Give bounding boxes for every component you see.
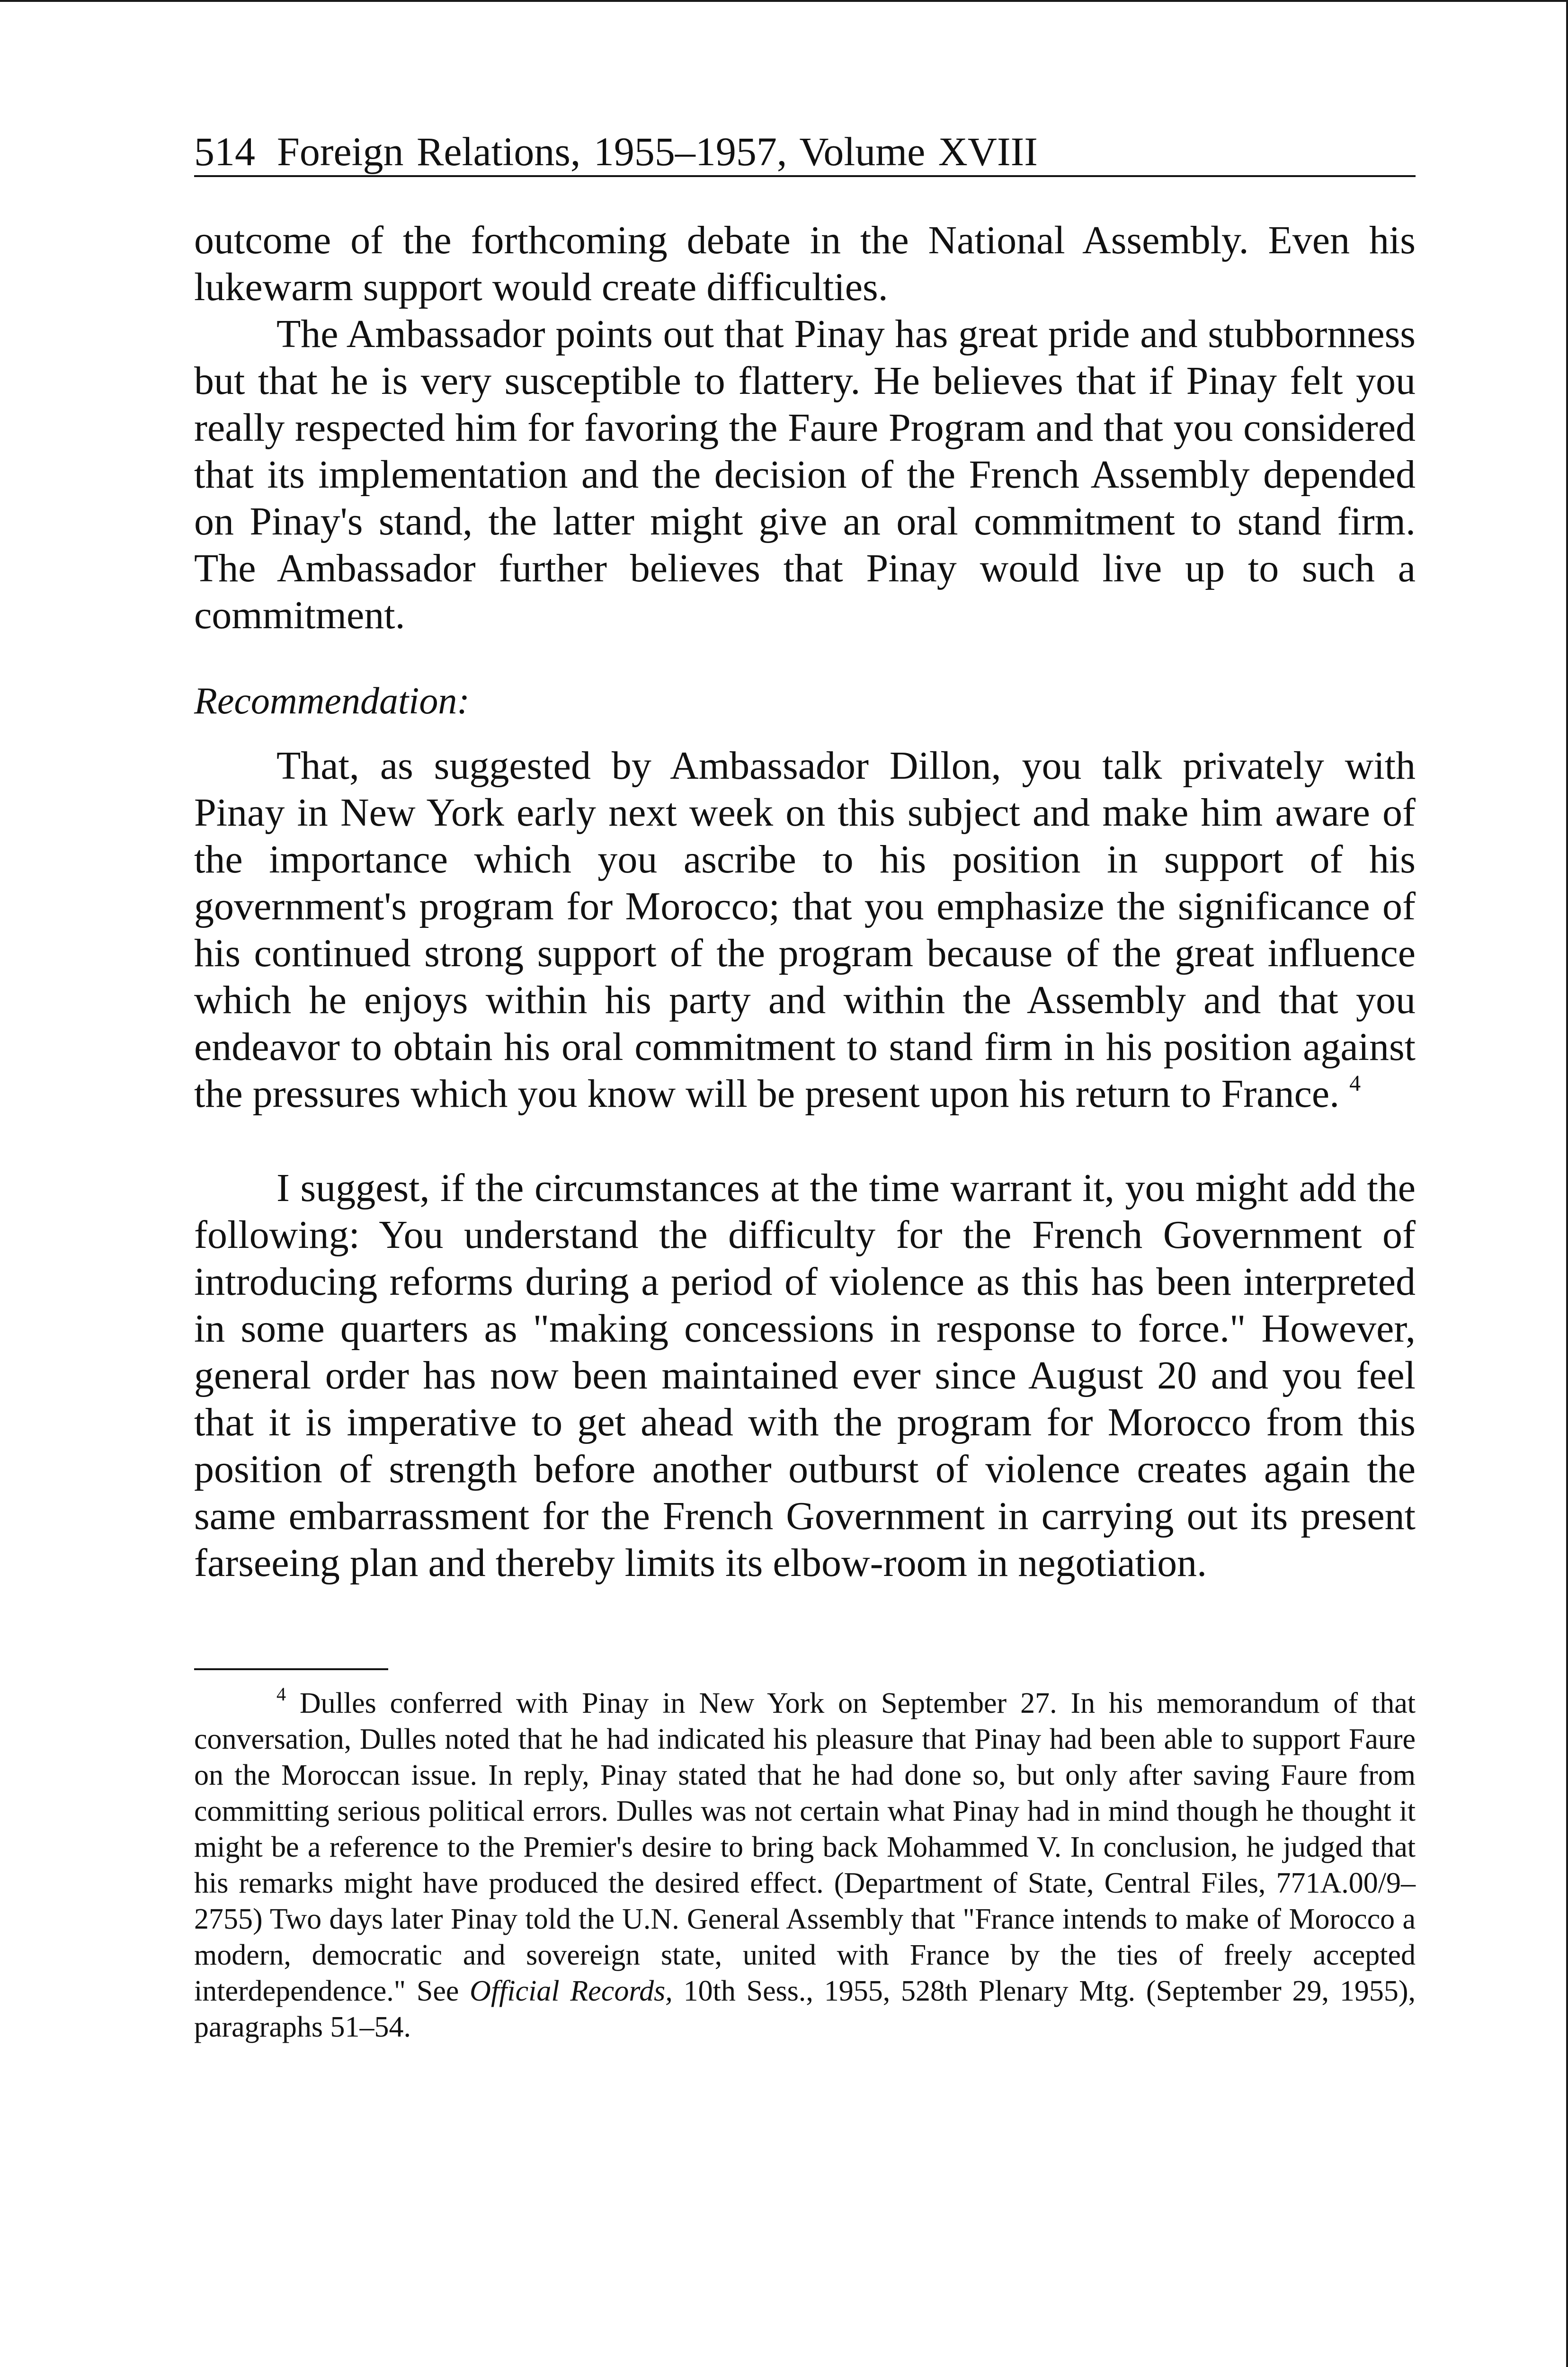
running-head	[194, 128, 1416, 177]
scan-border-right	[1566, 0, 1568, 2367]
paragraph-suggestion: I suggest, if the circumstances at the time warrant it, you might add the following: You understand the difficulty for the French Government of introducing reforms during a period of violence as this has been interpreted in some quarters as "making concessions in response to force." However, general order has now been maintained ever since August 20 and you feel that it is imperative to get ahead with the program for Morocco from this position of strength before another outburst of violence creates again the same embarrassment for the French Government in carrying out its present farseeing plan and thereby limits its elbow-room in negotiation.	[194, 1166, 1416, 1585]
paragraph-ambassador: The Ambassador points out that Pinay has great pride and stubbornness but that he is very susceptible to flattery. He believes that if Pinay felt you really respected him for favoring the Faure Program and that you considered that its implementation and the decision of the French Assembly depended on Pinay's stand, the latter might give an oral commitment to stand firm. The Ambassador further believes that Pinay would live up to such a commitment.	[194, 312, 1416, 637]
footnote-text-end: 10th Sess., 1955, 528th Plenary Mtg. (September 29, 1955), paragraphs 51–54.	[194, 1975, 1416, 2043]
footnote	[194, 1685, 1416, 2045]
volume-title: Foreign Relations, 1955–1957, Volume XVIII	[277, 129, 1038, 174]
recommendation-text: That, as suggested by Ambassador Dillon, you talk privately with Pinay in New York early next week on this subject and make him aware of the importance which you ascribe to his position in support of his government's program for Morocco; that you emphasize the significance of his continued strong support of the program because of the great influence which he enjoys within his party and within the Assembly and that you endeavor to obtain his oral commitment to stand firm in his position against the pressures which you know will be present upon his return to France.	[194, 744, 1416, 1116]
paragraph-continued: outcome of the forthcoming debate in the National Assembly. Even his lukewarm support would create difficulties.	[194, 218, 1416, 309]
scan-border-top	[0, 0, 1568, 2]
footnote-divider	[194, 1668, 388, 1670]
footnote-reference[interactable]: 4	[1349, 1071, 1361, 1096]
recommendation-heading: Recommendation:	[194, 680, 470, 722]
page-number: 514	[194, 129, 255, 174]
footnote-text: Dulles conferred with Pinay in New York on September 27. In his memorandum of that conversation, Dulles noted that he had indicated his pleasure that Pinay had been able to support Faure on the Moroccan issue. In reply, Pinay stated that he had done so, but only after saving Faure from committing serious political errors. Dulles was not certain what Pinay had in mind though he thought it might be a reference to the Premier's desire to bring back Mohammed V. In conclusion, he judged that his remarks might have produced the desired effect. (Department of State, Central Files, 771A.00/9–2755) Two days later Pinay told the U.N. General Assembly that "France intends to make of Morocco a modern, democratic and sovereign state, united with France by the ties of freely accepted interdependence." See	[194, 1687, 1416, 2007]
footnote-number: 4	[276, 1683, 286, 1705]
paragraph-recommendation	[194, 742, 1416, 1117]
footnote-italic-citation: Official Records,	[470, 1975, 673, 2007]
